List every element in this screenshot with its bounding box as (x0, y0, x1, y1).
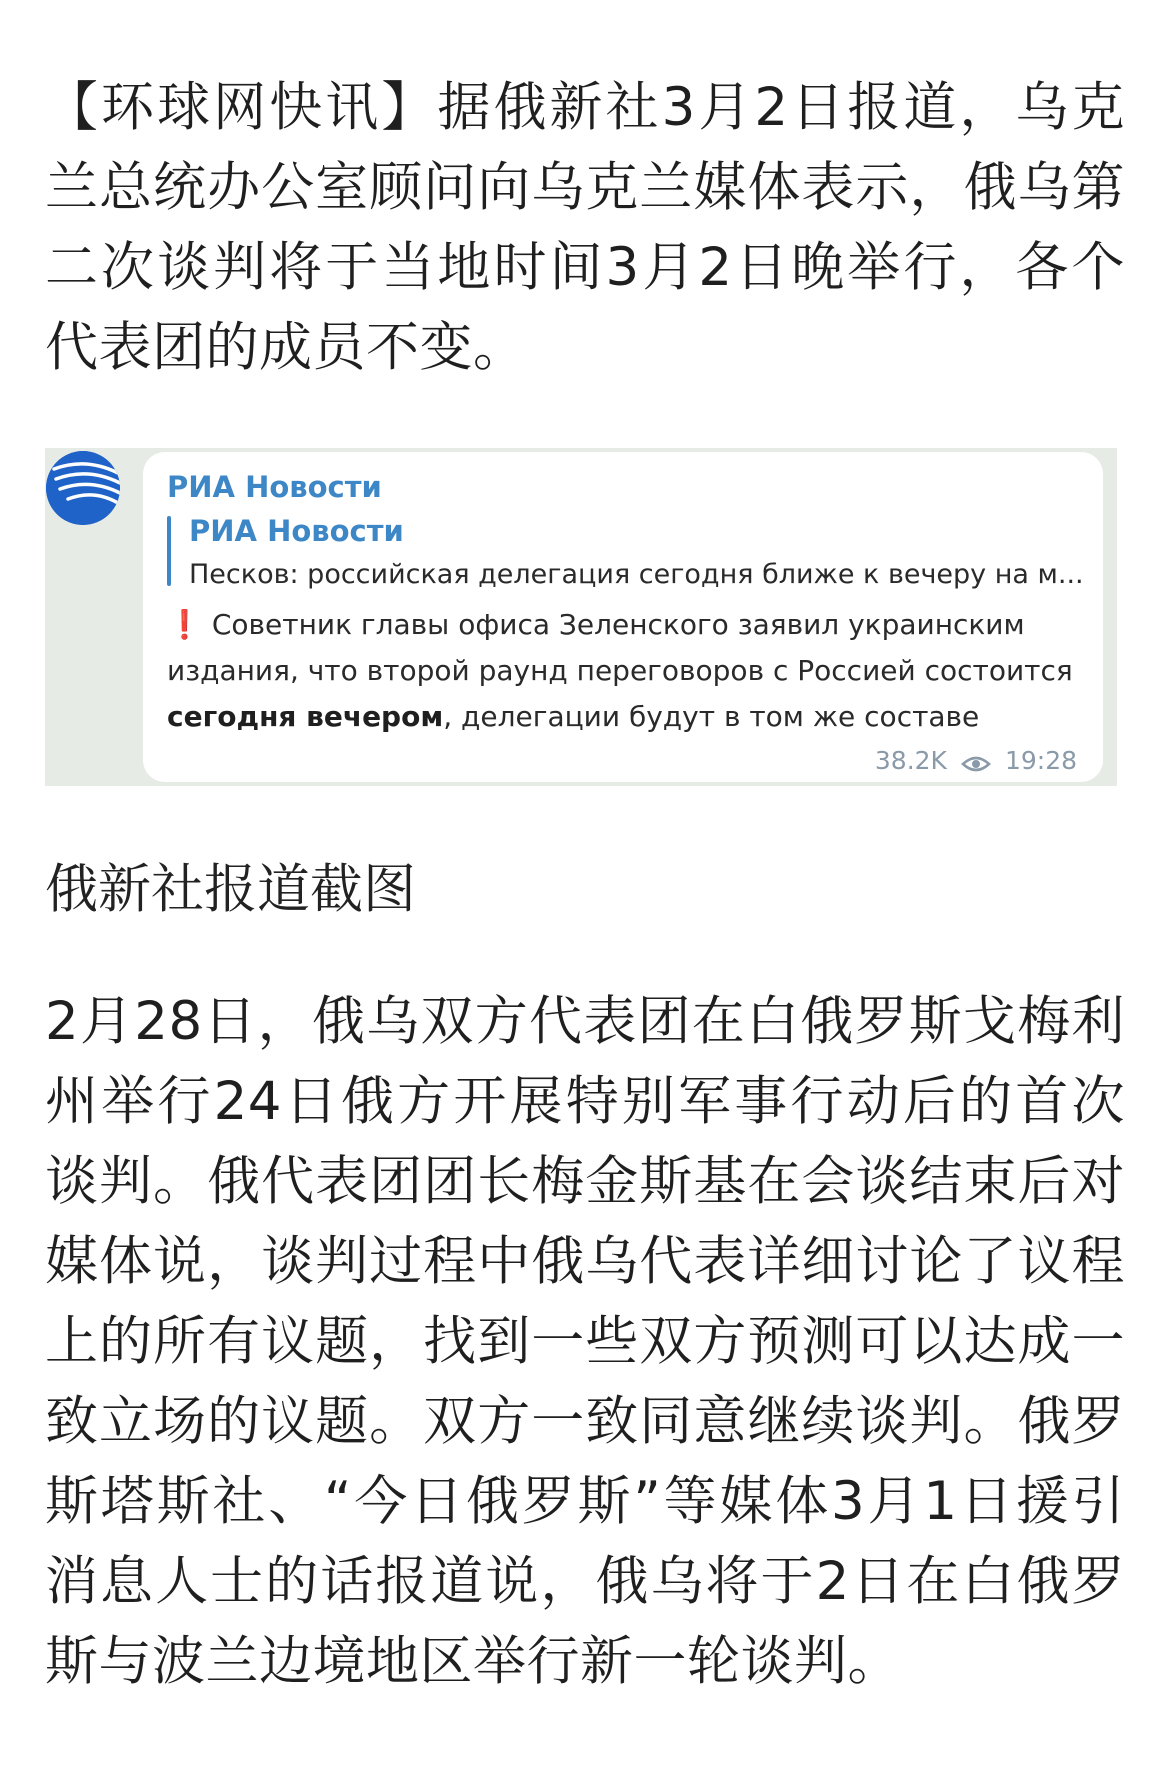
message-text-bold: сегодня вечером (167, 700, 444, 733)
reply-channel-name[interactable]: РИА Новости (189, 514, 404, 548)
exclamation-icon: ❗ (167, 608, 202, 641)
message-time: 19:28 (1004, 746, 1077, 775)
message-text-part1: Советник главы офиса Зеленского заявил украинским издания, что второй раунд переговоров с Россией состоится (167, 608, 1073, 687)
reply-preview-text[interactable]: Песков: российская делегация сегодня ближе к вечеру на м... (189, 559, 1084, 590)
reply-bar (167, 516, 171, 586)
image-caption: 俄新社报道截图 (45, 859, 416, 920)
article-paragraph-1: 【环球网快讯】据俄新社3月2日报道，乌克兰总统办公室顾问向乌克兰媒体表示，俄乌第二次谈判将于当地时间3月2日晚举行，各个代表团的成员不变。 (45, 77, 1125, 378)
message-text-part2: , делегации будут в том же составе (443, 700, 980, 733)
view-count: 38.2K (874, 746, 947, 775)
channel-name[interactable]: РИА Новости (167, 470, 382, 504)
eye-icon (961, 751, 991, 771)
message-meta (875, 746, 1077, 775)
ria-logo-icon (46, 451, 120, 525)
message-text (167, 602, 1092, 740)
telegram-screenshot (45, 448, 1117, 786)
message-bubble[interactable] (143, 452, 1103, 782)
article-paragraph-2: 2月28日，俄乌双方代表团在白俄罗斯戈梅利州举行24日俄方开展特别军事行动后的首次谈判。俄代表团团长梅金斯基在会谈结束后对媒体说，谈判过程中俄乌代表详细讨论了议程上的所有议题，找到一些双方预测可以达成一致立场的议题。双方一致同意继续谈判。俄罗斯塔斯社、“今日俄罗斯”等媒体3月1日援引消息人士的话报道说，俄乌将于2日在白俄罗斯与波兰边境地区举行新一轮谈判。 (45, 991, 1125, 1692)
